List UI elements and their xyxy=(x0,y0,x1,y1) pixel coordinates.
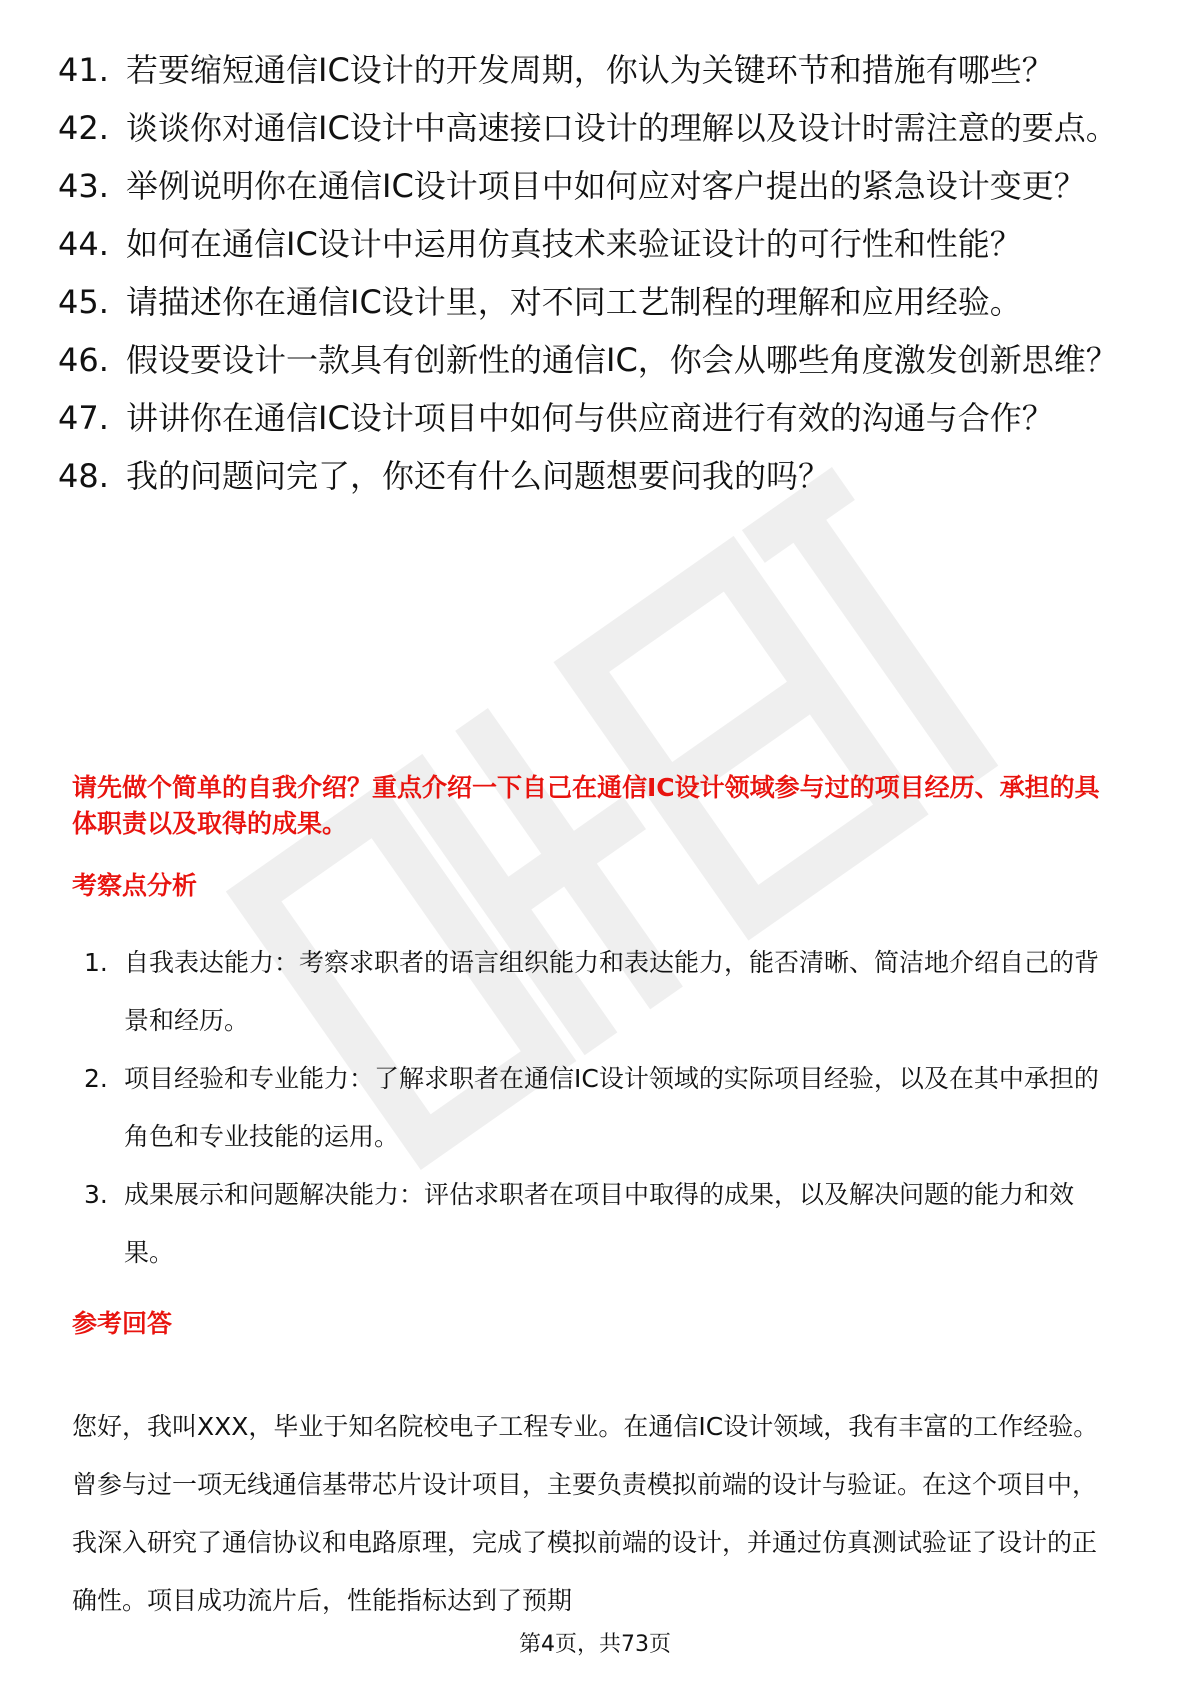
analysis-item xyxy=(84,934,1114,1050)
question-text: 如何在通信IC设计中运用仿真技术来验证设计的可行性和性能？ xyxy=(126,225,1022,263)
question-item xyxy=(58,396,1118,440)
question-number: 44. xyxy=(58,225,109,263)
analysis-text: 项目经验和专业能力：了解求职者在通信IC设计领域的实际项目经验，以及在其中承担的角色和专业技能的运用。 xyxy=(124,1064,1099,1151)
question-text: 若要缩短通信IC设计的开发周期，你认为关键环节和措施有哪些？ xyxy=(126,51,1054,89)
question-number: 47. xyxy=(58,399,109,437)
question-number: 46. xyxy=(58,341,109,379)
analysis-list xyxy=(84,934,1114,1282)
analysis-number: 1. xyxy=(84,948,108,977)
analysis-item xyxy=(84,1166,1114,1282)
analysis-text: 自我表达能力：考察求职者的语言组织能力和表达能力，能否清晰、简洁地介绍自己的背景和经历。 xyxy=(124,948,1100,1035)
question-item xyxy=(58,280,1118,324)
question-item xyxy=(58,454,1118,498)
question-number: 41. xyxy=(58,51,109,89)
question-number: 45. xyxy=(58,283,109,321)
question-item xyxy=(58,48,1118,92)
featured-question: 请先做个简单的自我介绍？重点介绍一下自己在通信IC设计领域参与过的项目经历、承担的具体职责以及取得的成果。 xyxy=(72,773,1100,838)
question-text: 请描述你在通信IC设计里，对不同工艺制程的理解和应用经验。 xyxy=(126,283,1022,321)
question-text: 假设要设计一款具有创新性的通信IC，你会从哪些角度激发创新思维？ xyxy=(126,341,1118,379)
question-text: 我的问题问完了，你还有什么问题想要问我的吗？ xyxy=(126,457,831,495)
analysis-number: 3. xyxy=(84,1180,108,1209)
question-item xyxy=(58,164,1118,208)
question-item xyxy=(58,106,1118,150)
question-item xyxy=(58,222,1118,266)
analysis-text: 成果展示和问题解决能力：评估求职者在项目中取得的成果，以及解决问题的能力和效果。 xyxy=(124,1180,1075,1267)
reference-title: 参考回答 xyxy=(72,1309,173,1338)
page-number: 第4页，共73页 xyxy=(519,1632,671,1657)
question-number: 48. xyxy=(58,457,109,495)
question-list xyxy=(58,48,1118,512)
analysis-number: 2. xyxy=(84,1064,108,1093)
analysis-item xyxy=(84,1050,1114,1166)
question-number: 42. xyxy=(58,109,109,147)
question-text: 举例说明你在通信IC设计项目中如何应对客户提出的紧急设计变更？ xyxy=(126,167,1086,205)
question-text: 谈谈你对通信IC设计中高速接口设计的理解以及设计时需注意的要点。 xyxy=(126,109,1118,147)
analysis-title: 考察点分析 xyxy=(72,871,198,900)
question-number: 43. xyxy=(58,167,109,205)
question-item xyxy=(58,338,1118,382)
reference-answer: 您好，我叫XXX，毕业于知名院校电子工程专业。在通信IC设计领域，我有丰富的工作经验。曾参与过一项无线通信基带芯片设计项目，主要负责模拟前端的设计与验证。在这个项目中，我深入研究了通信协议和电路原理，完成了模拟前端的设计，并通过仿真测试验证了设计的正确性。项目成功流片后，性能指标达到了预期 xyxy=(72,1412,1099,1615)
question-text: 讲讲你在通信IC设计项目中如何与供应商进行有效的沟通与合作？ xyxy=(126,399,1054,437)
